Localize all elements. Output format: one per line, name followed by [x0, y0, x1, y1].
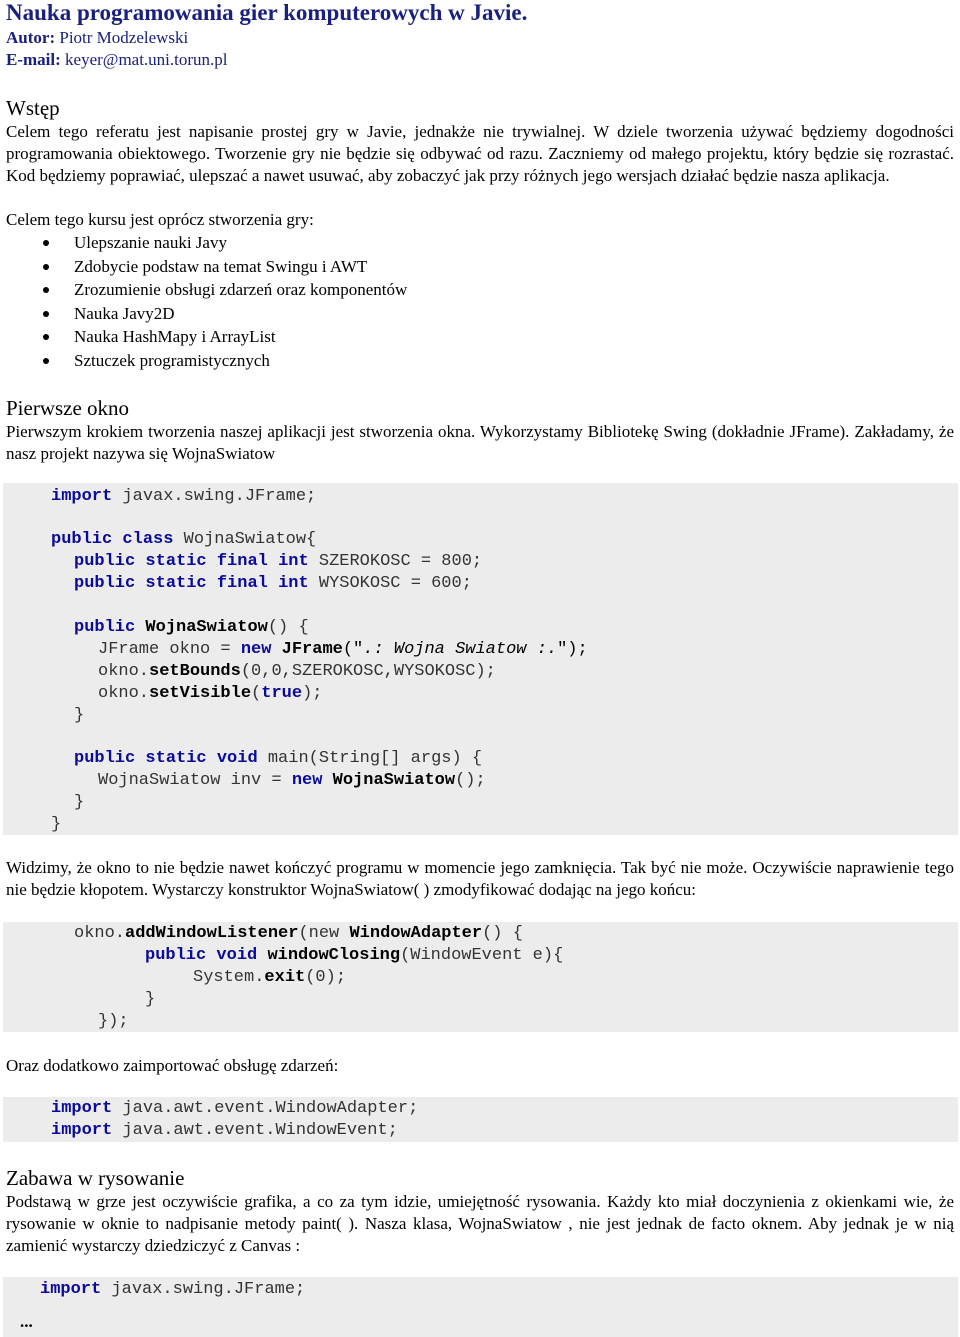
author-name: Piotr Modzelewski	[59, 28, 189, 47]
code-line: WojnaSwiatow inv = new WojnaSwiatow();	[98, 771, 486, 790]
email-label: E-mail:	[6, 50, 61, 69]
code-ellipsis: ...	[20, 1312, 33, 1331]
code-line: public static final int WYSOKOSC = 600;	[74, 574, 472, 593]
code-line: }	[145, 990, 156, 1009]
list-item: Zrozumienie obsługi zdarzeń oraz komponentów	[6, 278, 954, 302]
author-line	[6, 27, 954, 49]
author-label: Autor:	[6, 28, 56, 47]
code-line: public WojnaSwiatow() {	[74, 618, 309, 637]
bullet-icon	[43, 264, 49, 270]
document-title: Nauka programowania gier komputerowych w Javie.	[6, 0, 528, 25]
code-line: }	[74, 793, 85, 812]
code-line: public class WojnaSwiatow{	[51, 530, 317, 549]
intro-paragraph: Celem tego referatu jest napisanie prostej gry w Javie, jednakże nie trywialnej. W dziele tworzenia używać będziemy dogodności programowania obiektowego. Tworzenie gry nie będzie się odbywać od razu. Zaczniemy od małego projektu, który będzie się rozrastać. Kod będziemy poprawiać, ulepszać a nawet usuwać, aby zobaczyć jak przy różnych jego wersjach działać będzie nasza aplikacja.	[6, 122, 954, 185]
code-line: okno.setBounds(0,0,SZEROKOSC,WYSOKOSC);	[98, 662, 496, 681]
code-block-imports	[3, 1097, 958, 1142]
first-window-paragraph: Pierwszym krokiem tworzenia naszej aplikacji jest stworzenia okna. Wykorzystamy Bibliotekę Swing (dokładnie JFrame). Zakładamy, że nasz projekt nazywa się WojnaSwiatow	[6, 422, 954, 463]
list-item: Sztuczek programistycznych	[6, 349, 954, 373]
list-item: Nauka HashMapy i ArrayList	[6, 325, 954, 349]
list-item: Ulepszanie nauki Javy	[6, 231, 954, 255]
drawing-paragraph: Podstawą w grze jest oczywiście grafika, a co za tym idzie, umiejętność rysowania. Każdy kto miał doczynienia z okienkami wie, że rysowanie w oknie to nadpisanie metody paint( ). Nasza klasa, WojnaSwiatow , nie jest jednak de facto oknem. Aby jednak je w nią zamienić wystarczy dziedziczyć z Canvas :	[6, 1192, 954, 1255]
code-line: import javax.swing.JFrame;	[40, 1280, 306, 1299]
code-line: });	[98, 1012, 129, 1031]
bullet-icon	[43, 240, 49, 246]
code-line: JFrame okno = new JFrame(".: Wojna Swiatow :.");	[98, 640, 588, 659]
code-block-listener	[3, 922, 958, 1032]
import-events-paragraph: Oraz dodatkowo zaimportować obsługę zdarzeń:	[6, 1056, 339, 1075]
list-item: Nauka Javy2D	[6, 302, 954, 326]
code-block-jframe	[3, 483, 958, 835]
section-heading-drawing: Zabawa w rysowanie	[6, 1166, 185, 1190]
code-line: import java.awt.event.WindowEvent;	[51, 1121, 398, 1140]
code-line: public static final int SZEROKOSC = 800;	[74, 552, 483, 571]
bullet-icon	[43, 334, 49, 340]
bullet-icon	[43, 287, 49, 293]
code-line: okno.addWindowListener(new WindowAdapter() {	[74, 924, 523, 943]
window-close-paragraph: Widzimy, że okno to nie będzie nawet kończyć programu w momencie jego zamknięcia. Tak być nie może. Oczywiście naprawienie tego nie będzie kłopotem. Wystarczy konstruktor WojnaSwiatow( ) zmodyfikować dodając na jego końcu:	[6, 858, 954, 899]
code-block-canvas	[3, 1277, 958, 1337]
goals-intro: Celem tego kursu jest oprócz stworzenia gry:	[6, 210, 314, 229]
list-item: Zdobycie podstaw na temat Swingu i AWT	[6, 255, 954, 279]
code-line: }	[51, 815, 62, 834]
code-line: }	[74, 706, 85, 725]
code-line: import javax.swing.JFrame;	[51, 487, 317, 506]
email-address[interactable]: keyer@mat.uni.torun.pl	[65, 50, 228, 69]
code-line: System.exit(0);	[193, 968, 347, 987]
code-line: import java.awt.event.WindowAdapter;	[51, 1099, 419, 1118]
section-heading-first-window: Pierwsze okno	[6, 396, 130, 420]
goals-list	[6, 231, 954, 373]
email-line	[6, 49, 954, 71]
bullet-icon	[43, 311, 49, 317]
section-heading-intro: Wstęp	[6, 96, 60, 120]
bullet-icon	[43, 358, 49, 364]
code-line: okno.setVisible(true);	[98, 684, 323, 703]
code-line: public static void main(String[] args) {	[74, 749, 483, 768]
code-line: public void windowClosing(WindowEvent e){	[145, 946, 564, 965]
